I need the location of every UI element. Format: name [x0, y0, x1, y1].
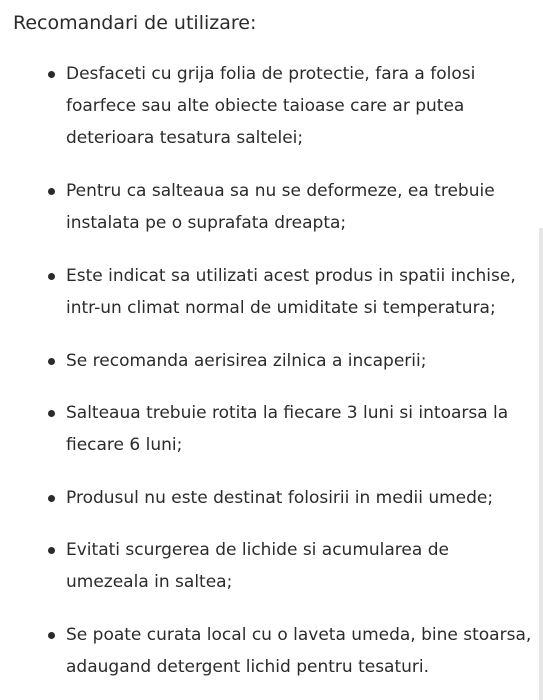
list-item-line: Produsul nu este destinat folosirii in medii umede;	[66, 488, 494, 508]
list-item-text	[66, 534, 536, 598]
list-item-line: Pentru ca salteaua sa nu se deformeze, ea trebuie	[66, 181, 495, 201]
section-heading: Recomandari de utilizare:	[13, 12, 257, 34]
bullet-icon	[48, 410, 55, 417]
bullet-icon	[48, 632, 55, 639]
bullet-icon	[48, 547, 55, 554]
list-item-line: intr-un climat normal de umiditate si temperatura;	[66, 298, 496, 318]
list-item-line: instalata pe o suprafata dreapta;	[66, 213, 347, 233]
list-item-line: Desfaceti cu grija folia de protectie, fara a folosi	[66, 64, 476, 84]
list-item-line: adaugand detergent lichid pentru tesaturi.	[66, 657, 430, 677]
list-item-text	[66, 175, 536, 239]
list-item-text	[66, 345, 536, 377]
list-item-text	[66, 58, 536, 154]
list-item-text	[66, 482, 536, 514]
list-item-line: foarfece sau alte obiecte taioase care ar putea	[66, 96, 465, 116]
bullet-icon	[48, 188, 55, 195]
list-item-line: Se recomanda aerisirea zilnica a incaperii;	[66, 351, 427, 371]
list-item-line: deterioara tesatura saltelei;	[66, 128, 304, 148]
bullet-icon	[48, 358, 55, 365]
bullet-icon	[48, 495, 55, 502]
list-item-line: fiecare 6 luni;	[66, 435, 183, 455]
list-item-line: Se poate curata local cu o laveta umeda, bine stoarsa,	[66, 625, 532, 645]
list-item-line: Evitati scurgerea de lichide si acumularea de	[66, 540, 449, 560]
list-item-text	[66, 397, 536, 461]
bullet-icon	[48, 71, 55, 78]
list-item-text	[66, 260, 536, 324]
bullet-icon	[48, 273, 55, 280]
scrollbar-track[interactable]	[539, 228, 543, 700]
list-item-text	[66, 619, 536, 683]
list-item-line: Salteaua trebuie rotita la fiecare 3 luni si intoarsa la	[66, 403, 509, 423]
list-item-line: umezeala in saltea;	[66, 572, 233, 592]
list-item-line: Este indicat sa utilizati acest produs in spatii inchise,	[66, 266, 516, 286]
